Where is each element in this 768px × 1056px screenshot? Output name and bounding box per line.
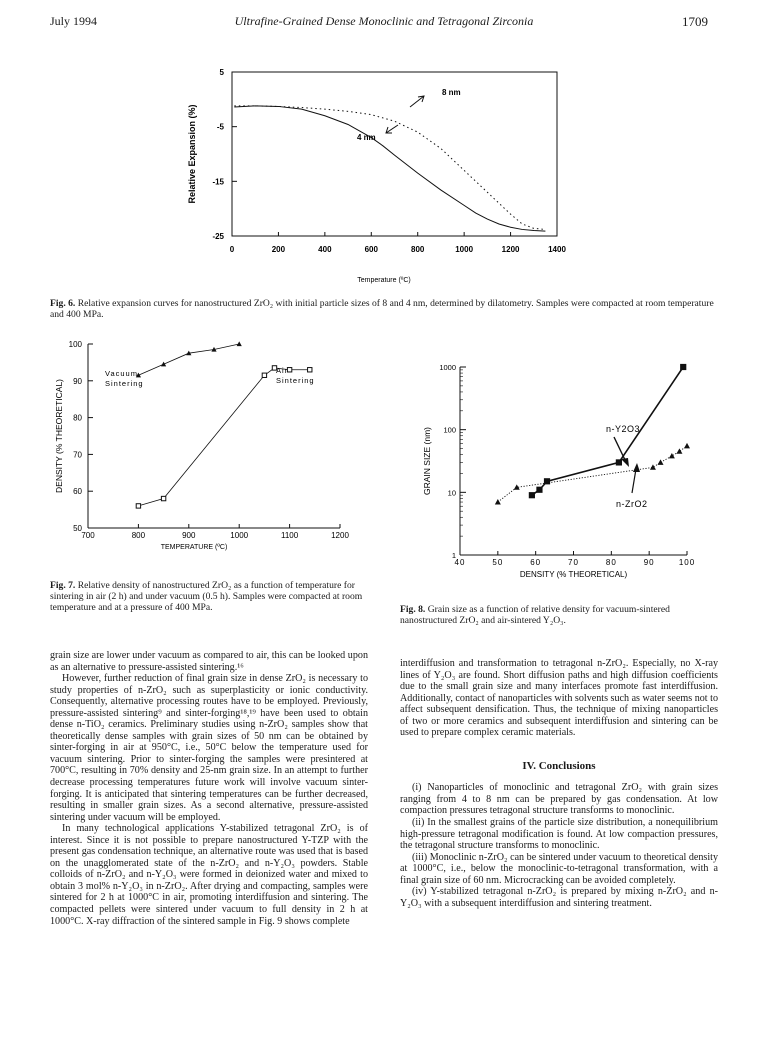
series-line-8-nm: [234, 106, 545, 230]
running-header-date: July 1994: [50, 14, 98, 28]
data-point-triangle: [684, 443, 690, 448]
y-tick-label: 1000: [439, 363, 456, 372]
label-n-y2o3: n-Y2O3: [606, 424, 641, 434]
paragraph: However, further reduction of final grain size in dense ZrO₂ is necessary to study properties of n-ZrO₂ such as superplasticity or ionic conductivity. Consequently, alternative processing routes have to be employed. Previously, pressure-assisted sintering⁹ and sinter-forging¹⁸,¹⁹ have been used to obtain dense n-TiO₂ ceramics. Preliminary studies using n-ZrO₂ samples show that theoretically dense samples with grain sizes of 50 nm can be obtained by sinter-forging in air at 950°C, i.e., 50°C below the temperature used for vacuum sintering. Prior to sinter-forging the samples were presintered at 700°C, resulting in 70% density and 25-nm grain size. In an attempt to further decrease processing temperatures future work will involve vacuum sinter-forging. It is anticipated that sintering temperatures can be further decreased, resulting in smaller grain sizes. As a second alternative, pressure-assisted sintering under vacuum will be employed.: [50, 673, 368, 823]
y-tick-label: 70: [73, 450, 82, 460]
data-point-triangle: [658, 459, 664, 464]
annotation-8nm: 8 nm: [442, 88, 461, 97]
conclusion-item: (ii) In the smallest grains of the particle size distribution, a nonequilibrium high-pressure tetragonal modification is found. At low compaction pressures, the tetragonal structure transforms to monoclinic.: [400, 817, 718, 852]
paragraph: grain size are lower under vacuum as compared to air, this can be looked upon as an alternative to pressure-assisted sintering.¹⁶: [50, 650, 368, 673]
arrow-n-y2o3: [614, 437, 626, 462]
x-tick-label: 400: [318, 245, 332, 254]
y-tick-label: 50: [73, 524, 82, 533]
paragraph: interdiffusion and transformation to tetragonal n-ZrO₂. Especially, no X-ray lines of Y₂O₃ are found. Short diffusion paths and high diffusion coefficients due to the small grain size and many interfaces promote fast interdiffusion. Additionally, contact of nanoparticles with solvents such as water seems not to affect subsequent densification. Thus, the technique of mixing nanoparticles of two or more ceramics and subsequent interdiffusion and sintering can be used to prepare complex ceramic materials.: [400, 658, 718, 739]
arrow-n-y2o3-head: [621, 458, 629, 467]
air-label-line2: Sintering: [276, 376, 315, 385]
series-line-4-nm: [234, 106, 545, 231]
air-label-line1: Air: [276, 366, 289, 375]
data-point-square: [616, 460, 621, 465]
x-tick-label: 40: [454, 558, 466, 567]
figure-6-caption-text: Relative expansion curves for nanostructured ZrO₂ with initial particle sizes of 8 and 4 nm, determined by dilatometry. Samples were compacted at room temperature and 400 MPa.: [50, 298, 714, 321]
x-tick-label: 60: [530, 558, 542, 567]
x-tick-label: 90: [643, 558, 655, 567]
data-point-square: [262, 373, 266, 377]
x-tick-label: 1400: [548, 245, 566, 254]
conclusion-item: (i) Nanoparticles of monoclinic and tetragonal ZrO₂ with grain sizes ranging from 4 to 8 nm can be prepared by gas condensation. At low compaction pressures tetragonal structure transforms to monoclinic.: [400, 782, 718, 817]
figure-8-caption: [400, 604, 718, 626]
x-tick-label: 900: [182, 531, 196, 540]
y-tick-label: 5: [219, 68, 224, 77]
x-tick-label: 1200: [501, 245, 520, 254]
figure-6-caption: [50, 298, 718, 320]
arrow-n-zro2-head: [633, 463, 640, 472]
figure-7-chart: [30, 340, 370, 570]
data-point-triangle: [669, 453, 675, 458]
figure-8-chart: [400, 355, 730, 615]
data-point-triangle: [650, 464, 656, 469]
x-tick-label: 100: [678, 558, 696, 567]
arrow-n-zro2: [632, 469, 636, 493]
data-point-square: [136, 504, 140, 508]
y-tick-label: 100: [443, 425, 456, 435]
series-line: [498, 446, 687, 502]
x-tick-label: 600: [364, 245, 378, 254]
x-tick-label: 70: [568, 558, 579, 567]
y-axis-label: DENSITY (% THEORETICAL): [54, 379, 64, 493]
y-axis-label: GRAIN SIZE (nm): [422, 426, 432, 496]
figure-8-label: Fig. 8.: [400, 604, 426, 615]
y-tick-label: 1: [451, 551, 456, 560]
x-axis-label: TEMPERATURE (ºC): [160, 544, 228, 551]
plot-frame: [232, 72, 557, 236]
x-tick-label: 200: [271, 245, 286, 254]
data-point-square: [161, 496, 165, 500]
series-line: [138, 368, 309, 506]
figure-8-caption-text: Grain size as a function of relative density for vacuum-sintered nanostructured ZrO₂ and air-sintered Y₂O₃.: [400, 604, 670, 627]
series-line: [138, 344, 239, 375]
figure-7-caption: [50, 580, 368, 614]
x-axis-label: Temperature (ºC): [357, 277, 411, 284]
x-tick-label: 1000: [455, 245, 474, 254]
x-tick-label: 50: [492, 558, 504, 567]
data-point-triangle: [676, 448, 682, 453]
running-header-title: Ultrafine-Grained Dense Monoclinic and Tetragonal Zirconia: [234, 14, 534, 28]
y-tick-label: 100: [68, 340, 82, 349]
y-tick-label: -5: [216, 122, 224, 132]
vacuum-label-line2: Sintering: [105, 379, 144, 388]
vacuum-label-line1: Vacuum: [105, 369, 138, 378]
conclusion-item: (iv) Y-stabilized tetragonal n-ZrO₂ is prepared by mixing n-ZrO₂ and n-Y₂O₃ with a subsequent interdiffusion and sintering treatment.: [400, 886, 718, 909]
figure-6-label: Fig. 6.: [50, 298, 76, 309]
x-tick-label: 1200: [331, 531, 349, 540]
x-tick-label: 700: [81, 531, 95, 540]
data-point-square: [529, 493, 534, 498]
y-tick-label: 90: [73, 376, 82, 386]
annotation-4nm: 4 nm: [357, 133, 376, 142]
data-point-square: [308, 368, 312, 372]
x-tick-label: 1100: [280, 531, 299, 540]
body-right-column: [400, 658, 718, 909]
y-tick-label: -25: [212, 232, 224, 241]
y-tick-label: 10: [447, 488, 456, 498]
y-axis-label: Relative Expansion (%): [187, 104, 197, 204]
x-tick-label: 800: [131, 531, 146, 540]
figure-7-caption-text: Relative density of nanostructured ZrO₂ as a function of temperature for sintering in air (2 h) and under vacuum (0.5 h). Samples were compacted at room temperature and at a pressure of 400 MPa.: [50, 580, 363, 614]
y-tick-label: -15: [212, 177, 224, 187]
page-number: 1709: [682, 14, 708, 29]
figure-7-label: Fig. 7.: [50, 580, 76, 591]
section-heading: IV. Conclusions: [522, 759, 596, 772]
x-tick-label: 80: [605, 558, 617, 567]
y-tick-label: 60: [73, 487, 82, 497]
data-point-square: [681, 364, 686, 369]
x-tick-label: 0: [229, 245, 235, 254]
body-left-column: [50, 650, 368, 927]
x-tick-label: 1000: [230, 531, 249, 540]
y-tick-label: 80: [73, 413, 82, 423]
conclusion-item: (iii) Monoclinic n-ZrO₂ can be sintered under vacuum to theoretical density at 1000°C, i.e., below the monoclinic-to-tetragonal transformation, with a final grain size of 60 nm. Microcracking can be avoided completely.: [400, 851, 718, 886]
data-point-triangle: [237, 341, 242, 346]
data-point-square: [537, 487, 542, 492]
x-axis-label: DENSITY (% THEORETICAL): [519, 570, 628, 579]
paragraph: In many technological applications Y-stabilized tetragonal ZrO₂ is of interest. Since it is not possible to prepare nanostructured Y-TZP with the present gas condensation technique, an alternative route was used that is based on the unagglomerated state of the n-ZrO₂ and n-Y₂O₃ powders. Stable colloids of n-ZrO₂ and n-Y₂O₃ were formed in deionized water and mixed to obtain 3 mol% n-Y₂O₃ in n-ZrO₂. After drying and compacting, samples were sintered for 2 h at 1000°C in air, promoting interdiffusion and sintering. The compacted pellets were sintered under vacuum to full density in 2 h at 1000°C. X-ray diffraction of the sintered sample in Fig. 9 shows complete: [50, 823, 368, 927]
x-tick-label: 800: [411, 245, 425, 254]
data-point-triangle: [161, 362, 166, 367]
label-n-zro2: n-ZrO2: [616, 499, 648, 509]
